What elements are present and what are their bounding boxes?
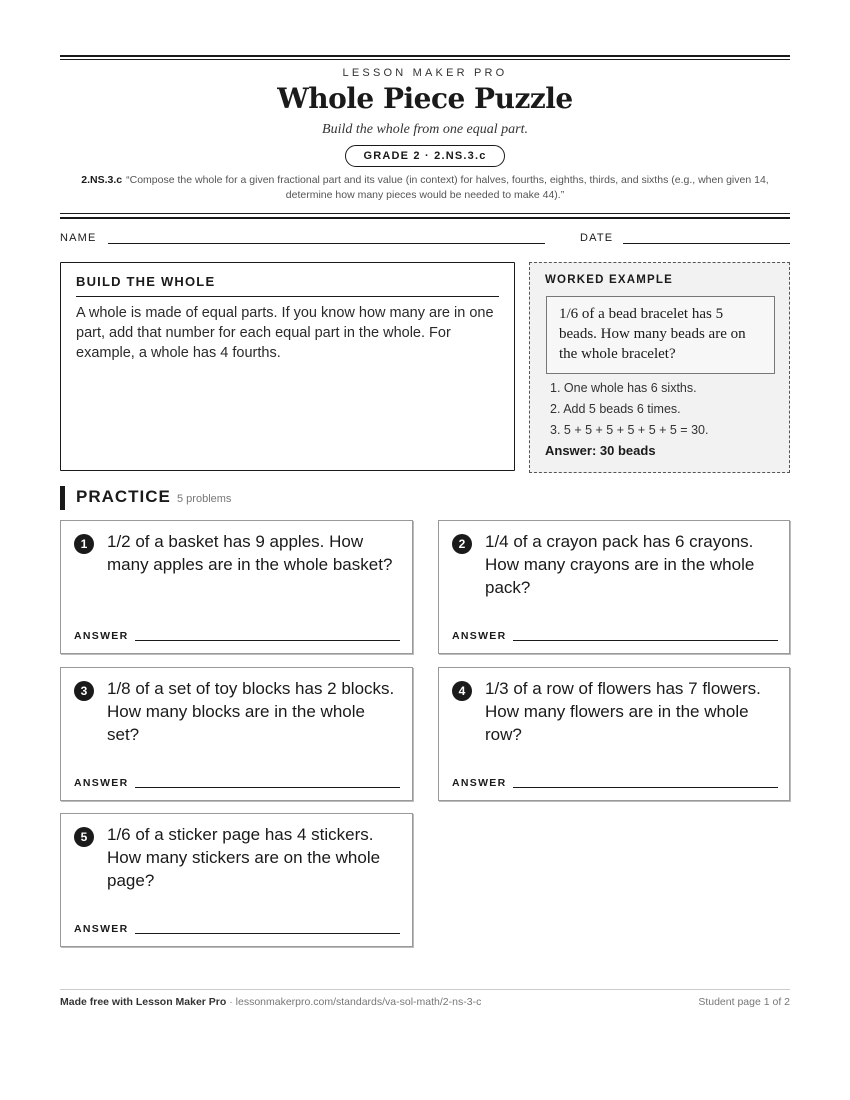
standard-description [60,173,790,203]
worked-step: 1. One whole has 6 sixths. [550,381,697,395]
build-heading: BUILD THE WHOLE [76,274,216,289]
worked-answer: Answer: 30 beads [545,443,656,458]
brand-name: LESSON MAKER PRO [342,67,508,79]
answer-label: ANSWER [452,777,507,789]
answer-line[interactable] [513,787,778,788]
problem-card-2 [438,520,790,654]
problem-card-3 [60,667,413,801]
answer-label: ANSWER [74,923,129,935]
date-label: DATE [580,232,614,244]
build-the-whole-box [60,262,515,471]
header-rule-top-thin [60,59,790,60]
footer-rule [60,989,790,990]
problem-number: 3 [74,681,94,701]
worked-heading: WORKED EXAMPLE [545,274,673,286]
footer-url[interactable]: · lessonmakerpro.com/standards/va-sol-math/2-ns-3-c [226,996,482,1008]
answer-label: ANSWER [74,630,129,642]
footer-credit [60,996,481,1008]
footer-made-with: Made free with Lesson Maker Pro [60,996,227,1008]
answer-line[interactable] [135,933,400,934]
worked-problem: 1/6 of a bead bracelet has 5 beads. How many beads are on the whole bracelet? [546,296,775,374]
standard-code: 2.NS.3.c [81,174,123,186]
problem-number: 5 [74,827,94,847]
answer-label: ANSWER [74,777,129,789]
problem-text: 1/2 of a basket has 9 apples. How many apples are in the whole basket? [107,532,393,574]
header-rule-bottom-thin [60,213,790,214]
problem-text: 1/4 of a crayon pack has 6 crayons. How many crayons are in the whole pack? [485,532,755,597]
build-heading-rule [76,296,499,297]
grade-badge: GRADE 2 · 2.NS.3.c [345,145,505,167]
worksheet-subtitle: Build the whole from one equal part. [322,122,528,137]
worked-step: 2. Add 5 beads 6 times. [550,402,681,416]
name-line[interactable] [108,243,545,244]
standard-text: “Compose the whole for a given fractional part and its value (in context) for halves, fourths, eighths, thirds, and sixths (e.g., when given 14, determine how many pieces would be needed to make 44).” [126,174,769,201]
problem-text: 1/8 of a set of toy blocks has 2 blocks. How many blocks are in the whole set? [107,679,395,744]
practice-count: 5 problems [177,493,232,505]
worksheet-page [60,0,790,1100]
practice-title: PRACTICE [76,487,171,506]
problem-card-5 [60,813,413,947]
problem-text: 1/6 of a sticker page has 4 stickers. How many stickers are on the whole page? [107,825,381,890]
problem-number: 1 [74,534,94,554]
answer-label: ANSWER [452,630,507,642]
answer-line[interactable] [135,640,400,641]
header-rule-top [60,55,790,57]
answer-line[interactable] [513,640,778,641]
problem-text: 1/3 of a row of flowers has 7 flowers. How many flowers are in the whole row? [485,679,761,744]
worked-example-box [529,262,790,473]
build-explanation: A whole is made of equal parts. If you know how many are in one part, add that number for each equal part in the whole. For example, a whole has 4 fourths. [76,305,494,361]
footer-page-number: Student page 1 of 2 [698,996,790,1008]
name-label: NAME [60,232,97,244]
problem-number: 4 [452,681,472,701]
answer-line[interactable] [135,787,400,788]
worksheet-title: Whole Piece Puzzle [277,82,573,115]
header-rule-bottom [60,217,790,219]
worked-steps [550,378,780,441]
problem-card-1 [60,520,413,654]
problem-card-4 [438,667,790,801]
date-line[interactable] [623,243,790,244]
practice-accent-bar [60,486,65,510]
worked-step: 3. 5 + 5 + 5 + 5 + 5 + 5 = 30. [550,423,709,437]
problem-number: 2 [452,534,472,554]
